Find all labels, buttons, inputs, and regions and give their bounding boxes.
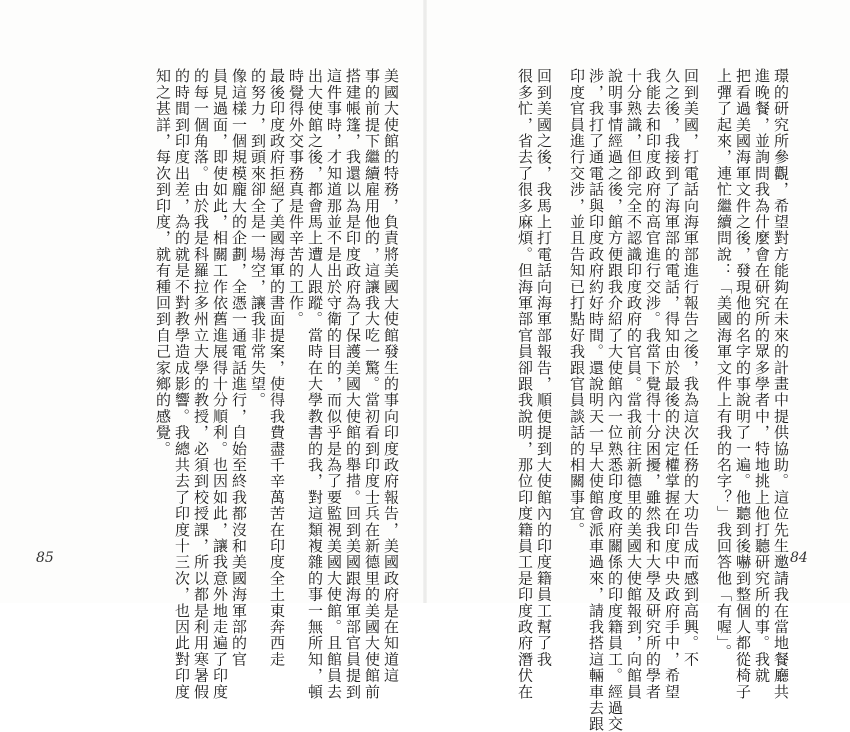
right-page [425,0,850,732]
text-column: 員見過面，即使如此，相關工作依舊進展得十分順利。也因如此，讓我意外地走遍了印度 [211,68,229,700]
text-column: 回到美國，打電話向海軍部進行報告之後，我為這次任務的大功告成而感到高興。不 [682,68,700,668]
text-column: 把看過美國海軍文件之後，發現他的名字的事說明了一遍。他聽到後嚇到整個人都從椅子 [734,68,752,700]
text-column: 知之甚詳，每次到印度，就有種回到自己家鄉的感覺。 [154,68,172,457]
text-column: 出大使館之後，都會馬上遭人跟蹤。當時在大學教書的我，對這類複雜的事一無所知，頓 [306,68,324,700]
text-column: 我能去和印度政府的高官進行交涉。我當下覺得十分困擾，雖然我和大學及研究所的學者 [644,68,662,700]
text-column: 事的前提下繼續雇用他的，這讓我大吃一驚。當初看到印度士兵在新德里的美國大使館前 [363,68,381,700]
text-column: 的努力，到頭來卻全是一場空，讓我非常失望。 [249,68,267,409]
left-page-text [154,68,400,700]
text-column: 像這樣一個規模龐大的企劃，全憑一通電話進行，自始至終我都沒和美國海軍部的官 [230,68,248,668]
page-number: 85 [36,550,54,566]
text-column: 久之後，我接到了海軍部的電話，得知由於最後的決定權掌握在印度中央政府手中，希望 [663,68,681,700]
text-column: 很多忙，省去了很多麻煩。但海軍部官員卻跟我說明，那位印度籍員工是印度政府潛伏在 [516,68,534,700]
page-number: 84 [790,550,808,566]
text-column: 回到美國之後，我馬上打電話向海軍部報告，順便提到大使館內的印度籍員工幫了我 [535,68,553,668]
text-column: 十分熟識，但卻完全不認識印度政府的官員。當我前往新德里的美國大使館報到，向館員 [625,68,643,700]
right-page-text [480,68,790,732]
text-column: 涉，我打了通電話與印度政府約好時間。還說明天一早大使館會派車過來，請我搭這輛車去跟 [587,68,605,732]
text-column: 的時間到印度出差，為的就是不對教學造成影響。我總共去了印度十三次，也因此對印度 [173,68,191,700]
text-column: 璟的研究所參觀，希望對方能夠在未來的計畫中提供協助。這位先生邀請我在當地餐廳共 [772,68,790,700]
text-column: 的每一個角落。由於我是科羅拉多州立大學的教授，必須到校授課，所以都是利用寒暑假 [192,68,210,700]
text-column: 這件事時，才知道那並不是出於守衛的目的，而似乎是為了要監視美國大使館。且館員去 [325,68,343,700]
text-column: 最後印度政府拒絕了美國海軍的書面提案，使得我費盡千辛萬苦在印度全土東奔西走 [268,68,286,668]
paragraph-gap [700,68,714,364]
text-column: 進晚餐，並詢問我為什麼會在研究所的眾多學者中，特地挑上他打聽研究所的事。我就 [753,68,771,684]
text-column: 時覺得外交事務真是件辛苦的工作。 [287,68,305,328]
text-column: 搭建帳篷，我還以為是印度政府為了保護美國大使館的舉措。回到美國跟海軍部官員提到 [344,68,362,700]
text-column: 印度官員進行交涉，並且告知已打點好我跟官員談話的相關事宜。 [568,68,586,538]
text-column: 上彈了起來，連忙繼續問說：「美國海軍文件上有我的名字？」我回答他「有喔」。 [715,68,733,660]
text-column: 說明事情經過之後，館方便跟我介紹了大使館內一位熟悉印度政府關係的印度籍員工。經過交 [606,68,624,732]
text-column: 美國大使館的特務，負責將美國大使館發生的事向印度政府報告，美國政府是在知道這 [382,68,400,684]
paragraph-gap [553,68,567,364]
left-page [0,0,425,700]
